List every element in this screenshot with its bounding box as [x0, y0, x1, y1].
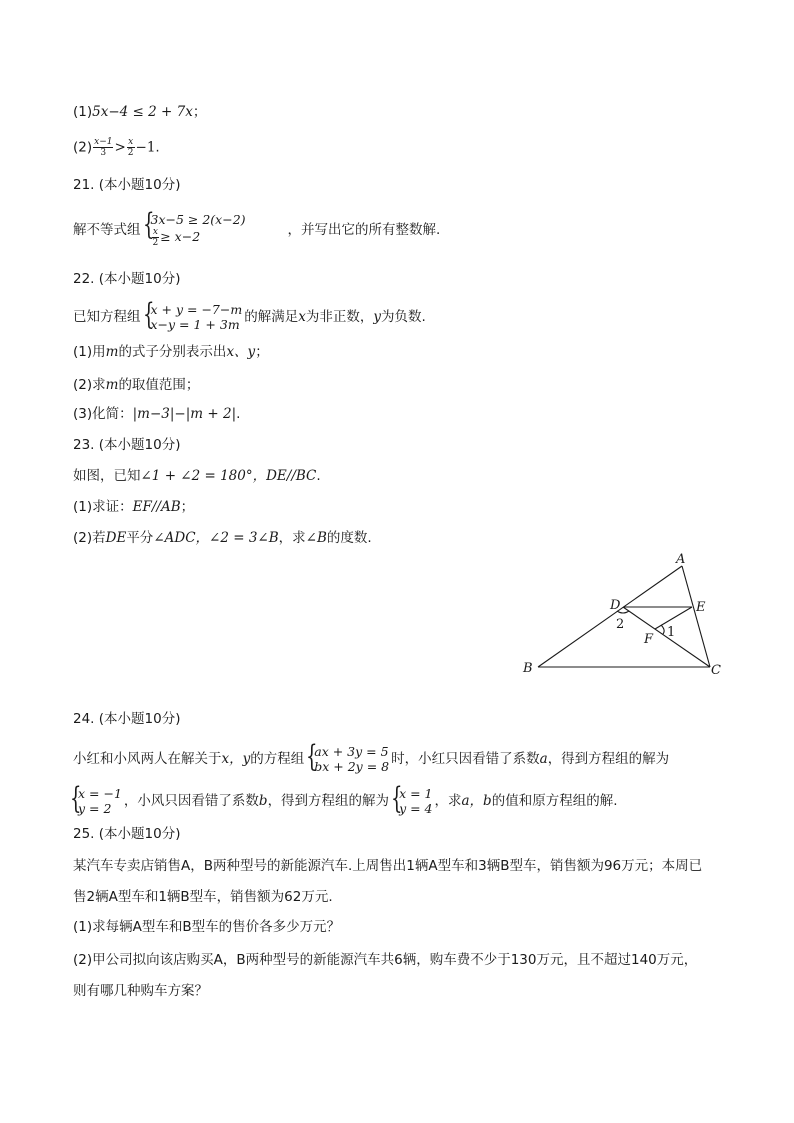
label-a: A: [676, 552, 686, 567]
solution-system: { x = 1 y = 4: [391, 781, 433, 816]
label-angle-2: 2: [616, 617, 625, 632]
triangle-figure: [515, 548, 730, 683]
p25-header: 25. (本小题10分): [73, 826, 181, 842]
label-d: D: [610, 598, 621, 613]
p25-q2-line2: 则有哪几种购车方案？: [73, 983, 208, 999]
p22-q1: (1)用m的式子分别表示出x、y；: [73, 344, 269, 360]
p22-header: 22. (本小题10分): [73, 271, 181, 287]
label-b: B: [523, 661, 533, 676]
equation-system: { ax + 3y = 5 bx + 2y = 8: [306, 739, 390, 774]
p22-q2: (2)求m的取值范围；: [73, 377, 200, 393]
p22-statement: 已知方程组 { x + y = −7−m x−y = 1 + 3m 的解满足x为非正数，y为负数.: [73, 297, 426, 332]
segment-ba: [538, 566, 682, 667]
fraction: $\frac{x-1}{3}$: [94, 137, 113, 158]
p25-q1: (1)求每辆A型车和B型车的售价各多少万元？: [73, 919, 341, 935]
p25-line1: 某汽车专卖店销售A，B两种型号的新能源汽车.上周售出1辆A型车和3辆B型车，销售额为96万元；本周已: [73, 858, 703, 874]
equation-system: { x + y = −7−m x−y = 1 + 3m: [142, 297, 243, 332]
p25-line2: 售2辆A型车和1辆B型车，销售额为62万元.: [73, 889, 333, 905]
angle-1-arc: [661, 625, 664, 634]
p20-item2: (2) $\frac{x-1}{3}$ > $\frac{x}{2}$ −1.: [73, 137, 160, 158]
p24-line2: { x = −1 y = 2 ，小风只因看错了系数b，得到方程组的解为 { x = 1 y = 4 ，求a，b的值和原方程组的解.: [70, 781, 618, 816]
p23-header: 23. (本小题10分): [73, 437, 181, 453]
label-f: F: [644, 632, 654, 647]
p23-intro: 如图，已知∠1 + ∠2 = 180°，DE//BC.: [73, 468, 321, 484]
fraction: $\frac{x}{2}$: [127, 137, 134, 158]
segment-ac: [682, 566, 710, 667]
label-c: C: [711, 663, 721, 678]
label-e: E: [696, 600, 706, 615]
label-angle-1: 1: [667, 625, 676, 640]
p23-q2: (2)若DE平分∠ADC，∠2 = 3∠B，求∠B的度数.: [73, 530, 372, 546]
p21-statement: 解不等式组 { 3x−5 ≥ 2(x−2) $\frac{x}{2}$ ≥ x−2 ，并写出它的所有整数解.: [73, 207, 441, 248]
p24-header: 24. (本小题10分): [73, 711, 181, 727]
p22-q3: (3)化简：|m−3|−|m + 2|.: [73, 406, 241, 422]
solution-system: { x = −1 y = 2: [70, 781, 122, 816]
p23-q1: (1)求证：EF//AB；: [73, 499, 195, 515]
p24-line1: 小红和小风两人在解关于x，y的方程组 { ax + 3y = 5 bx + 2y = 8 时，小红只因看错了系数a，得到方程组的解为: [73, 739, 670, 774]
p21-header: 21. (本小题10分): [73, 177, 181, 193]
inequality-system: { 3x−5 ≥ 2(x−2) $\frac{x}{2}$ ≥ x−2: [142, 207, 246, 248]
p25-q2-line1: (2)甲公司拟向该店购买A，B两种型号的新能源汽车共6辆，购车费不少于130万元，且不超过140万元，: [73, 952, 698, 968]
p20-item1: (1)5x−4 ≤ 2 + 7x；: [73, 104, 207, 120]
